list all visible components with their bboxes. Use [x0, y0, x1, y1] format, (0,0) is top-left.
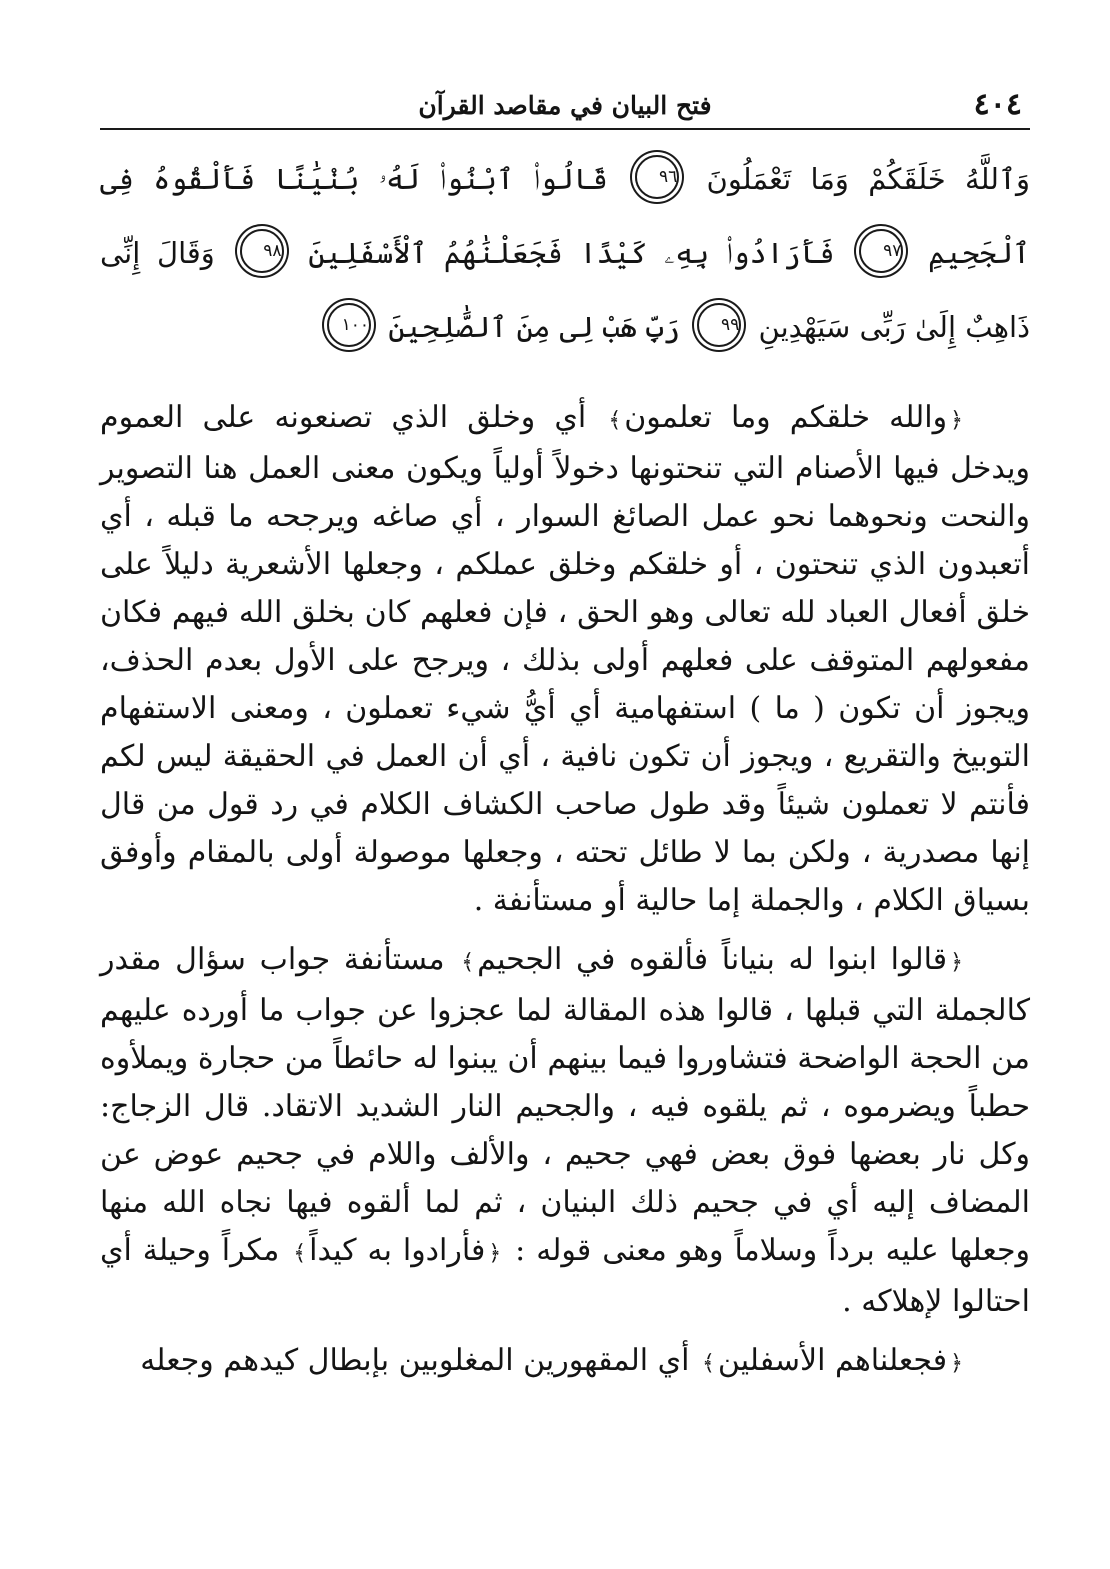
verse-99-text: وَقَالَ إِنِّى ذَاهِبٌ إِلَىٰ رَبِّى سَيَهْدِينِ [100, 236, 1030, 344]
ornate-bracket-open-icon: ﴿ [950, 950, 964, 975]
ayah-number-99: ٩٩ [697, 303, 741, 347]
commentary-text: مكراً وحيلة أي احتالوا لإهلاكه . [100, 1233, 1030, 1319]
commentary-paragraph-2 [100, 936, 1030, 1326]
quran-verses [100, 142, 1030, 364]
commentary-text: أي وخلق الذي تصنعونه على العموم ويدخل فيها الأصنام التي تنحتونها دخولاً أولياً ويكون معنى العمل هنا التصوير والنحت ونحوهما نحو عمل الصائغ السوار ، أي صاغه ويرجحه ما قبله ، أي أتعبدون الذي تنحتون ، أو خلقكم وخلق عملكم ، وجعلها الأشعرية دليلاً على خلق أفعال العباد لله تعالى وهو الحق ، فإن فعلهم كان بخلق الله فيهم فكان مفعولهم المتوقف على فعلهم أولى بذلك ، ويرجح على الأول بعدم الحذف، ويجوز أن تكون ( ما ) استفهامية أي أيُّ شيء تعملون ، ومعنى الاستفهام التوبيخ والتقريع ، ويجوز أن تكون نافية ، أي أن العمل في الحقيقة ليس لكم فأنتم لا تعملون شيئاً وقد طول صاحب الكشاف الكلام في رد قول من قال إنها مصدرية ، ولكن بما لا طائل تحته ، وجعلها موصولة أولى بالمقام وأوفق بسياق الكلام ، والجملة إما حالية أو مستأنفة . [100, 400, 1030, 918]
commentary-body [100, 394, 1030, 1388]
verse-97-text: قَالُوا۟ ٱبْنُوا۟ لَهُۥ بُنْيَٰنًا فَأَلْقُوهُ فِى ٱلْجَحِيمِ [100, 162, 1031, 270]
ornate-bracket-close-icon: ﴾ [293, 1241, 307, 1266]
ornate-bracket-open-icon: ﴿ [950, 1351, 963, 1376]
page-number: ٤٠٤ [973, 87, 1022, 122]
quoted-verse: والله خلقكم وما تعلمون [624, 400, 948, 435]
commentary-paragraph-1 [100, 394, 1030, 925]
quoted-verse: فأرادوا به كيداً [309, 1233, 486, 1268]
commentary-paragraph-3 [100, 1337, 1030, 1388]
quoted-verse: فجعلناهم الأسفلين [717, 1343, 948, 1378]
commentary-text: مستأنفة جواب سؤال مقدر كالجملة التي قبلها ، قالوا هذه المقالة لما عجزوا عن جواب ما أورده عليهم من الحجة الواضحة فتشاوروا فيما بينهم أن يبنوا له حائطاً من حجارة ويملأوه حطباً ويضرموه ، ثم يلقوه فيه ، والجحيم النار الشديد الاتقاد. قال الزجاج: وكل نار بعضها فوق بعض فهي جحيم ، والألف واللام في جحيم عوض عن المضاف إليه أي في جحيم ذلك البنيان ، ثم لما ألقوه فيها نجاه الله منها وجعلها عليه برداً وسلاماً وهو معنى قوله : [100, 942, 1030, 1268]
verse-98-text: فَأَرَادُوا۟ بِهِۦ كَيْدًا فَجَعَلْنَٰهُمُ ٱلْأَسْفَلِينَ [308, 236, 835, 270]
book-page [100, 70, 1030, 1550]
verse-96-text: وَٱللَّهُ خَلَقَكُمْ وَمَا تَعْمَلُونَ [706, 162, 1031, 196]
ornate-bracket-open-icon: ﴿ [950, 408, 963, 433]
ornate-bracket-close-icon: ﴾ [702, 1351, 715, 1376]
ayah-number-98: ٩٨ [240, 229, 284, 273]
ornate-bracket-close-icon: ﴾ [608, 408, 622, 433]
ornate-bracket-close-icon: ﴾ [461, 950, 475, 975]
book-title: فتح البيان في مقاصد القرآن [418, 91, 712, 120]
verse-100-text: رَبِّ هَبْ لِى مِنَ ٱلصَّٰلِحِينَ [388, 310, 681, 344]
ayah-number-96: ٩٦ [635, 155, 679, 199]
ayah-number-97: ٩٧ [859, 229, 903, 273]
commentary-text: أي المقهورين المغلوبين بإبطال كيدهم وجعله [140, 1343, 690, 1378]
quoted-verse: قالوا ابنوا له بنياناً فألقوه في الجحيم [477, 942, 948, 977]
ayah-number-100: ١٠٠ [327, 303, 371, 347]
page-header [100, 70, 1030, 130]
ornate-bracket-open-icon: ﴿ [488, 1241, 502, 1266]
